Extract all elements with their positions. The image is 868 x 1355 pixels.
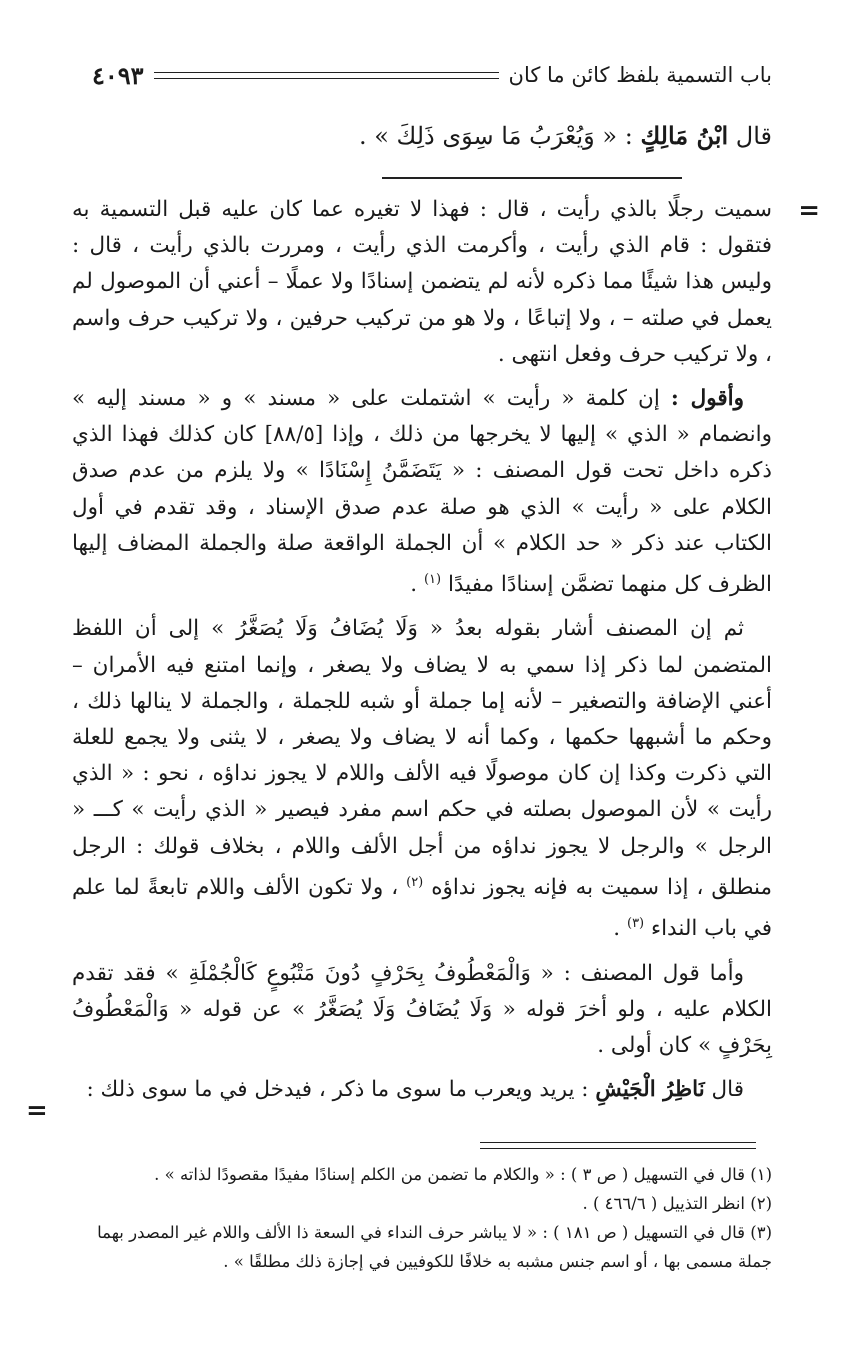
footnote-ref-3: (٣): [626, 916, 645, 932]
footnote-3: (٣) قال في التسهيل ( ص ١٨١ ) : « لا يباشر حرف النداء في السعة ذا الألف واللام غير المصدر بهما جملة مسمى بها ، أو اسم جنس مشبه به خلافًا للكوفيين في إجازة ذلك مطلقًا » .: [97, 1223, 772, 1271]
paragraph-1: سميت رجلًا بالذي رأيت ، قال : فهذا لا تغيره عما كان عليه قبل التسمية به فتقول : قام الذي رأيت ، وأكرمت الذي رأيت ، ومررت بالذي رأيت ، قال : وليس هذا شيئًا مما ذكره لأنه لم يتضمن إسنادًا ولا عملًا – أعني أن الموصول لم يعمل في صلته – ، ولا إتباعًا ، ولا هو من تركيب حرفين ، ولا تركيب حرف واسم ، ولا تركيب حرف وفعل انتهى .: [72, 197, 772, 367]
paragraph-5-text: : يريد ويعرب ما سوى ما ذكر ، فيدخل في ما سوى ذلك :: [86, 1077, 589, 1103]
page-number: ٤٠٩٣: [92, 60, 144, 90]
main-text: [72, 192, 772, 1116]
quote-divider: [382, 177, 682, 179]
paragraph-2-end: .: [410, 572, 418, 598]
paragraph-5-author: نَاظِرُ الْجَيْشِ: [595, 1077, 705, 1103]
paragraph-2-text: إن كلمة « رأيت » اشتملت على « مسند » و « مسند إليه » وانضمام « الذي » إليها لا يخرجها من ذلك ، وإذا [٨٨/٥] كان كذلك فهذا الذي ذكره داخل تحت قول المصنف : « يَتَضَمَّنُ إِسْنَادًا » ولا يلزم من عدم صدق الكلام على « رأيت » الذي هو صلة عدم صدق الإسناد ، وقد تقدم في أول الكتاب عند ذكر « حد الكلام » أن الجملة الواقعة صلة والجملة المضاف إليها الظرف كل منهما تضمَّن إسنادًا مفيدًا: [72, 386, 773, 598]
footnote-ref-2: (٢): [406, 874, 424, 890]
chapter-title: باب التسمية بلفظ كائن ما كان: [508, 63, 772, 87]
footnote-divider: [480, 1142, 756, 1143]
footnote-divider-second: [480, 1148, 756, 1149]
paragraph-5-prefix: قال: [711, 1077, 744, 1103]
verse-quote: [92, 112, 772, 160]
footnote-2: (٢) انظر التذييل ( ٤٦٦/٦ ) .: [582, 1194, 772, 1213]
header-rule: [154, 72, 499, 79]
paragraph-2: [72, 381, 772, 603]
paragraph-3-text: ثم إن المصنف أشار بقوله بعدُ « وَلَا يُضَافُ وَلَا يُصَغَّرُ » إلى أن اللفظ المتضمن لما ذكر إذا سمي به لا يضاف ولا يصغر ، وإنما امتنع فيه الأمران – أعني الإضافة والتصغير – لأنه إما جملة أو شبه للجملة ، والجملة لا ينالها ذلك ، وحكم ما أشبهها حكمها ، وكما أنه لا يضاف ولا يصغر ، لا يثنى ولا يجمع للعلة التي ذكرت وكذا إن كان موصولًا فيه الألف واللام لا يجوز نداؤه ، نحو : « الذي رأيت » لأن الموصول بصلته في حكم اسم مفرد فيصير « الذي رأيت » كـــ « الرجل » والرجل لا يجوز نداؤه من أجل الألف واللام ، بخلاف قولك : الرجل منطلق ، إذا سميت به فإنه يجوز نداؤه: [72, 616, 773, 900]
quote-author: ابْنُ مَالِكٍ: [640, 121, 729, 150]
paragraph-3: [72, 611, 772, 947]
footnote-1: (١) قال في التسهيل ( ص ٣ ) : « والكلام ما تضمن من الكلم إسنادًا مفيدًا مقصودًا لذاته » .: [154, 1165, 772, 1184]
quote-prefix: قال: [735, 122, 772, 150]
paragraph-5: [72, 1072, 772, 1108]
paragraph-2-lead: وأقول :: [670, 386, 744, 412]
paragraph-4: وأما قول المصنف : « وَالْمَعْطُوفُ بِحَرْفٍ دُونَ مَتْبُوعٍ كَالْجُمْلَةِ » فقد تقدم الكلام عليه ، ولو أخرَ قوله « وَلَا يُضَافُ وَلَا يُصَغَّرُ » عن قوله « وَالْمَعْطُوفُ بِحَرْفٍ » كان أولى .: [72, 960, 772, 1058]
quote-text: : « وَيُعْرَبُ مَا سِوَى ذَلِكَ » .: [358, 122, 633, 150]
continuation-mark-start: =: [798, 196, 820, 226]
continuation-mark-end: =: [26, 1096, 48, 1126]
running-header: [92, 58, 772, 92]
footnote-ref-1: (١): [423, 572, 442, 588]
paragraph-3-end: .: [613, 916, 621, 942]
paragraph-3-mid: ، ولا تكون الألف واللام تابعةً لما علم في باب النداء: [72, 874, 772, 942]
footnotes: [60, 1160, 772, 1276]
